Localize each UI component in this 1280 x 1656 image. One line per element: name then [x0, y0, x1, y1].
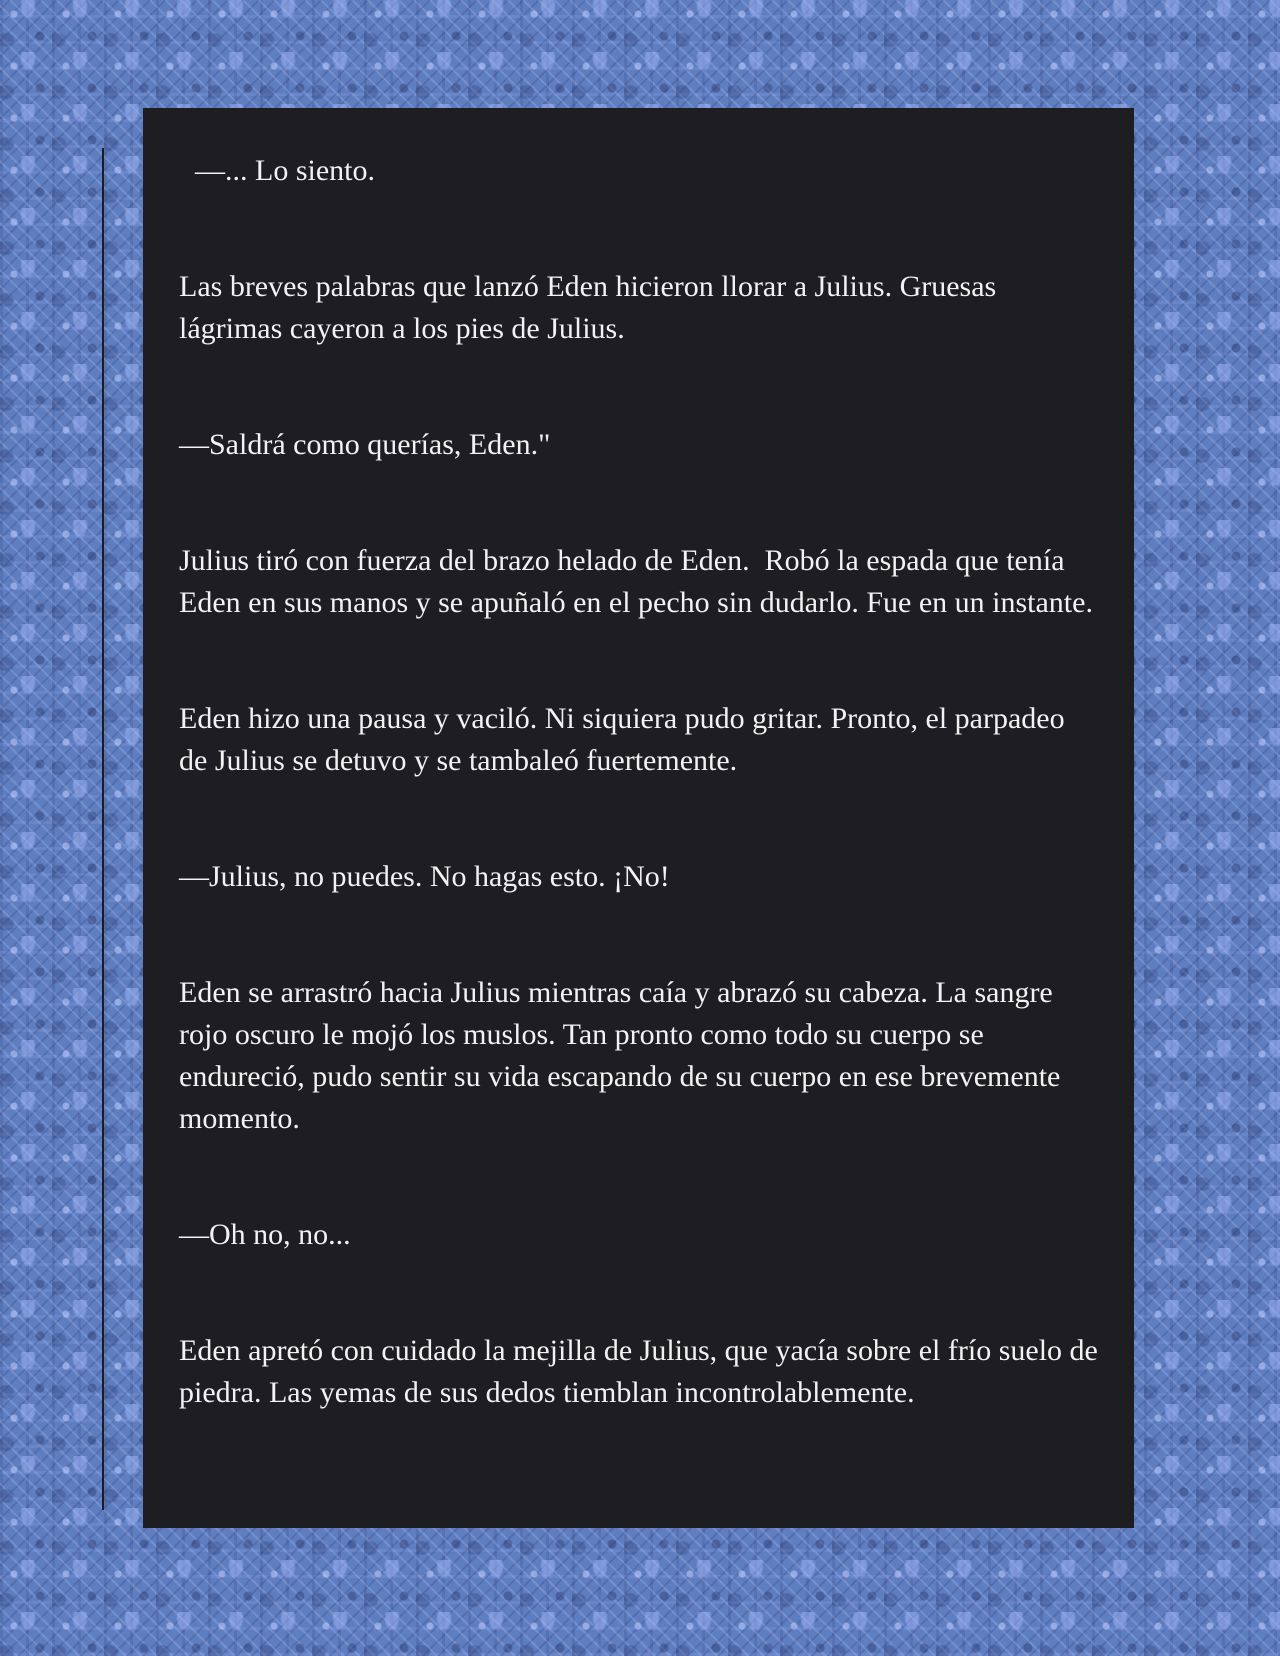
dialogue-line: —Saldrá como querías, Eden."	[179, 428, 551, 461]
narration-paragraph: Eden apretó con cuidado la mejilla de Julius, que yacía sobre el frío suelo de piedra. Las yemas de sus dedos tiemblan incontrolablemente.	[179, 1334, 1106, 1409]
narration-paragraph: Julius tiró con fuerza del brazo helado de Eden. Robó la espada que tenía Eden en sus manos y se apuñaló en el pecho sin dudarlo. Fue en un instante.	[179, 544, 1093, 619]
dialogue-line: —... Lo siento.	[195, 154, 375, 187]
narration-paragraph: Eden se arrastró hacia Julius mientras caía y abrazó su cabeza. La sangre rojo oscuro le mojó los muslos. Tan pronto como todo su cuerpo se endureció, pudo sentir su vida escapando de su cuerpo en ese brevemente momento.	[179, 976, 1068, 1135]
frame-edge-line	[102, 148, 104, 1510]
narration-paragraph: Eden hizo una pausa y vaciló. Ni siquiera pudo gritar. Pronto, el parpadeo de Julius se detuvo y se tambaleó fuertemente.	[179, 702, 1073, 777]
dialogue-line: —Julius, no puedes. No hagas esto. ¡No!	[179, 860, 670, 893]
narration-paragraph: Las breves palabras que lanzó Eden hicieron llorar a Julius. Gruesas lágrimas cayeron a los pies de Julius.	[179, 270, 1004, 345]
text-panel	[143, 108, 1134, 1528]
dialogue-line: —Oh no, no...	[179, 1218, 351, 1251]
